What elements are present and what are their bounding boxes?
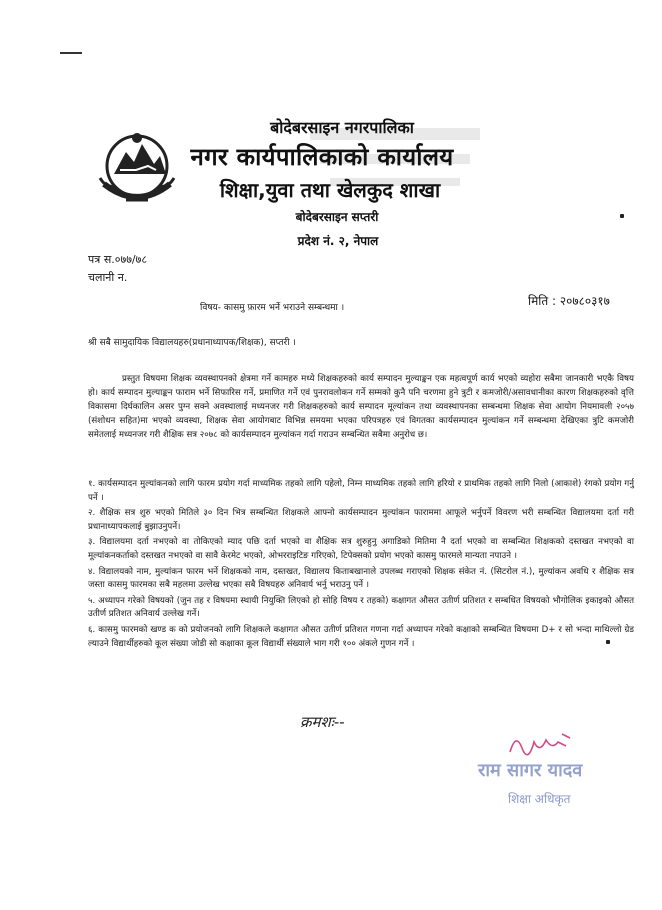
list-item: ६. कासमु फारमको खण्ड क को प्रयोजनको लागि शिक्षकले कक्षागत औसत उतीर्ण प्रतिशत गणना गर्दा अध्यापन गरेको कक्षाको सम्बन्धित विषयमा D+ र सो भन्दा माथिल्लो ग्रेड ल्याउने विद्यार्थीहरुको कूल संख्या जोडी सो कक्षाका कूल विद्यार्थी संख्याले भाग गरी १०० अंकले गुणन गर्ने । xyxy=(88,624,634,649)
scan-speck xyxy=(606,640,610,644)
province-line: प्रदेश नं. २, नेपाल xyxy=(297,234,379,248)
body-paragraph: प्रस्तुत विषयमा शिक्षक व्यवस्थापनको क्षेत्रमा गर्ने कामहरु मध्ये शिक्षकहरुको कार्य सम्पादन मुल्याङ्कन एक महत्वपूर्ण कार्य भएको व्यहोरा सबैमा जानकारी भएकै विषय हो। कार्य सम्पादन मुल्याङ्कन फाराम भर्ने सिफारिस गर्ने, प्रमाणित गर्ने एवं पुनरावलोकन गर्ने सम्मको कुनै पनि चरणमा हुने त्रुटी र कमजोरी/असावधानीका कारण शिक्षकहरुको वृत्ति विकासमा दिर्घकालिन असर पुग्न सक्ने अवस्थालाई मध्यनजर गरी शिक्षकहरुको कार्य सम्पादन मूल्यांकन तथा व्यवस्थापनका सम्बन्धमा शिक्षक सेवा आयोग नियमावली २०५७ (संशोधन सहित)मा भएको व्यवस्था, शिक्षक सेवा आयोगबाट विभिन्न समयमा भएका परिपत्रहरु एवं विगतका कार्यसम्पादन मुल्यांकन गर्ने सम्बन्धमा देखिएका त्रुटि कमजोरी समेतलाई मध्यनजर गरी शैक्षिक सत्र २०७८ को कार्यसम्पादन मुल्यांकन गर्दा गराउन सम्बन्धित सबैमा अनुरोध छ। xyxy=(88,374,634,440)
list-item: १. कार्यसम्पादन मुल्यांकनको लागि फारम प्रयोग गर्दा माध्यमिक तहको लागि पहेलो, निम्न माध्यमिक तहको लागि हरियो र प्राथमिक तहको लागि निलो (आकाशे) रंगको प्रयोग गर्नु पर्ने । xyxy=(88,479,634,503)
reference-number: पत्र स.०७७/७८ xyxy=(88,253,148,266)
list-item: ५. अध्यापन गरेको विषयको (जुन तह र विषयमा स्थायी नियुक्ति लिएको हो सोहि विषय र तहको) कक्षागत औसत उतीर्ण प्रतिशत र सम्बधित विषयको भौगोलिक इकाइको औसत उतीर्ण प्रतिशत अनिवार्य उल्लेख गर्ने। xyxy=(88,595,634,620)
corner-mark xyxy=(60,52,82,54)
stamp-title: शिक्षा अधिकृत xyxy=(508,792,571,806)
stamp-name: राम सागर यादव xyxy=(478,760,583,781)
instruction-list xyxy=(88,478,634,653)
nepal-emblem-icon xyxy=(96,126,178,210)
letter-date: मिति : २०७८०३१७ xyxy=(528,294,610,308)
municipality-name: बोदेबरसाइन नगरपालिका xyxy=(270,118,414,137)
addressee: श्री सबै सामुदायिक विद्यालयहरु(प्रधानाध्यापक/शिक्षक), सप्तरी । xyxy=(88,338,296,348)
list-item: २. शैक्षिक सत्र शुरु भएको मितिले ३० दिन भित्र सम्बन्धित शिक्षकले आफ्नो कार्यसम्पादन मुल्यांकन फाराममा आफूले भर्नुपर्ने विवरण भरी सम्बन्धित विद्यालयमा दर्ता गरी प्रधानाध्यापकलाई बुझाउनुपर्ने। xyxy=(88,508,634,532)
list-item: ३. विद्यालयमा दर्ता नभएको वा तोकिएको म्याद पछि दर्ता भएको वा शैक्षिक सत्र शुरुहुनु अगाडिको मितिमा नै दर्ता भएको वा सम्बन्धित शिक्षकको दस्तखत नभएको वा मूल्यांकनकर्ताको दस्तखत नभएको वा सावै केरमेट भएको, ओभरराइटिङ गरिएको, टिपेक्सको प्रयोग भएको कासमु फारमले मान्यता नपाउने । xyxy=(88,537,634,561)
dispatch-number: चलानी न. xyxy=(88,271,128,284)
letter-subject: विषय- कासमु फ़ारम भर्ने भराउने सम्बन्धमा । xyxy=(200,303,345,313)
branch-title: शिक्षा,युवा तथा खेलकुद शाखा xyxy=(219,178,441,202)
list-item: ४. विद्यालयको नाम, मुल्यांकन फारम भर्ने शिक्षकको नाम, दस्तखत, विद्यालय किताबखानाले उपलब्ध गराएको शिक्षक संकेत नं. (सिटरोल नं.), मुल्यांकन अवधि र शैक्षिक सत्र जस्ता कासमु फारमका सबै महलमा उल्लेख भएका सबै विषयहरु अनिवार्य भर्नु भराउनु पर्ने । xyxy=(88,566,634,591)
continued-note: क्रमशः-- xyxy=(300,713,345,731)
signature-icon xyxy=(506,728,586,760)
scan-speck xyxy=(620,214,624,218)
office-location: बोदेबरसाइन सप्तरी xyxy=(295,210,379,224)
office-title: नगर कार्यपालिकाको कार्यालय xyxy=(190,143,454,171)
